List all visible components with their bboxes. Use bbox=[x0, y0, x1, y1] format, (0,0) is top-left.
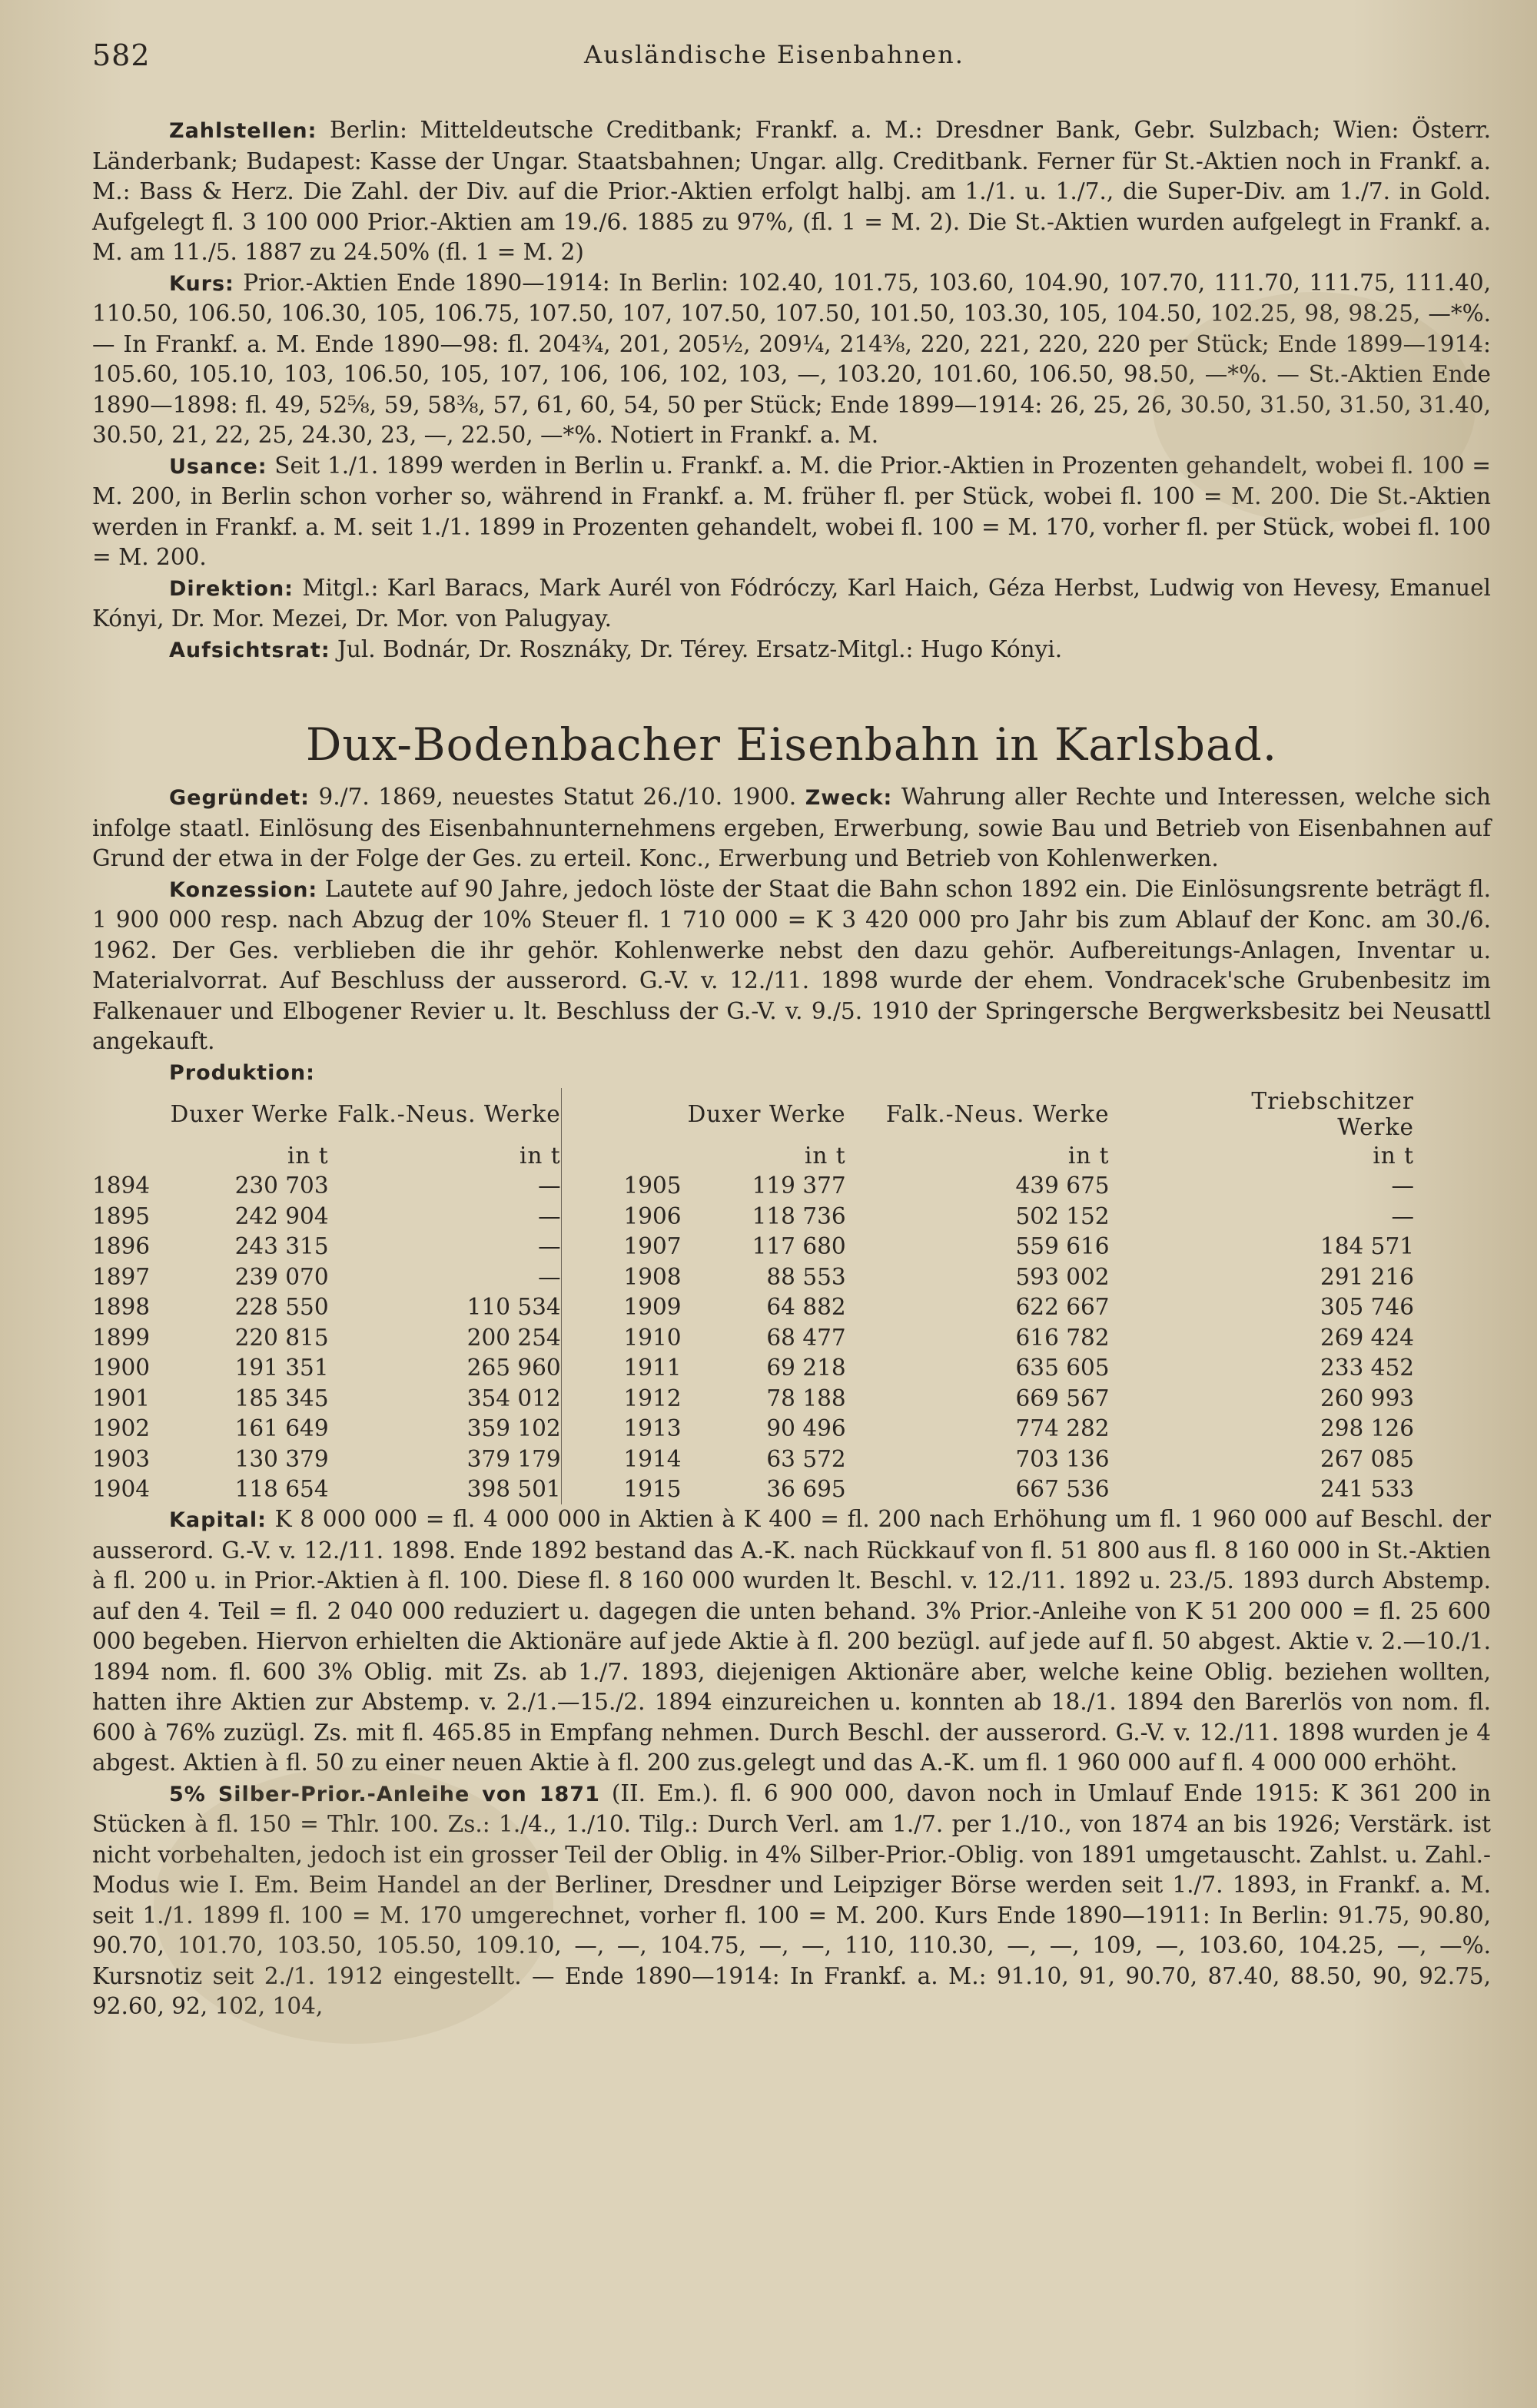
running-head: Ausländische Eisenbahnen. bbox=[584, 40, 964, 69]
zahlstellen-label: Zahlstellen: bbox=[169, 119, 317, 143]
table-cell-y2: 1909 bbox=[561, 1292, 681, 1323]
unit-label: in t bbox=[520, 1142, 561, 1169]
table-cell-d2: 36 695 bbox=[766, 1476, 846, 1503]
header-trieb-line2: Werke bbox=[1337, 1114, 1414, 1140]
table-cell-y2: 1908 bbox=[561, 1262, 681, 1292]
table-cell-t2: 269 424 bbox=[1320, 1324, 1414, 1351]
table-cell-y2: 1914 bbox=[561, 1444, 681, 1474]
kapital-label: Kapital: bbox=[169, 1508, 267, 1532]
table-cell-t2: 305 746 bbox=[1320, 1294, 1414, 1321]
table-cell-f2: 559 616 bbox=[1015, 1233, 1110, 1260]
unit-label: in t bbox=[804, 1142, 846, 1169]
table-cell-d2: 117 680 bbox=[752, 1233, 846, 1260]
header-duxer-right: Duxer Werke bbox=[687, 1101, 846, 1127]
header-duxer-left: Duxer Werke bbox=[170, 1101, 329, 1127]
table-cell-y1: 1898 bbox=[92, 1294, 151, 1321]
table-cell-y1: 1901 bbox=[92, 1385, 151, 1411]
table-cell-d1: 118 654 bbox=[234, 1476, 329, 1503]
page-header bbox=[92, 0, 1491, 115]
table-cell-f2: 667 536 bbox=[1015, 1476, 1110, 1503]
table-row bbox=[92, 1201, 1445, 1232]
table-cell-t2: 241 533 bbox=[1320, 1476, 1414, 1503]
table-cell-d1: 191 351 bbox=[234, 1355, 329, 1381]
table-cell-f1: 265 960 bbox=[466, 1355, 561, 1381]
paper-stain bbox=[154, 1767, 553, 2044]
direktion-label: Direktion: bbox=[169, 576, 294, 601]
usance-text: Seit 1./1. 1899 werden in Berlin u. Frankf. a. M. die Prior.-Aktien in Prozenten gehandelt, wobei fl. 100 = M. 200, in Berlin schon vorher so, während in Frankf. a. M. früher fl. per Stück, wobei fl. 100 = M. 200. Die St.-Aktien werden in Frankf. a. M. seit 1./1. 1899 in Prozenten gehandelt, wobei fl. 100 = M. 170, vorher fl. per Stück, wobei fl. 100 = M. 200. bbox=[92, 452, 1491, 570]
table-cell-f2: 502 152 bbox=[1015, 1202, 1110, 1229]
table-cell-d2: 64 882 bbox=[766, 1294, 846, 1321]
kurs-label: Kurs: bbox=[169, 271, 234, 296]
zahlstellen-paragraph bbox=[92, 115, 1491, 268]
konzession-text: Lautete auf 90 Jahre, jedoch löste der Staat die Bahn schon 1892 ein. Die Einlösungsrente beträgt fl. 1 900 000 resp. nach Abzug der 10% Steuer fl. 1 710 000 = K 3 420 000 pro Jahr bis zum Ablauf der Konc. am 30./6. 1962. Der Ges. verblieben die ihr gehör. Kohlenwerke nebst den dazu gehör. Aufbereitungs-Anlagen, Inventar u. Materialvorrat. Auf Beschluss der ausserord. G.-V. v. 12./11. 1898 wurde der ehem. Vondracek'sche Grubenbesitz im Falkenauer und Elbogener Revier u. lt. Beschluss der G.-V. v. 9./5. 1910 der Springersche Bergwerksbesitz bei Neusattl angekauft. bbox=[92, 875, 1491, 1054]
header-falk-right: Falk.-Neus. Werke bbox=[885, 1101, 1110, 1127]
table-cell-d1: 228 550 bbox=[234, 1294, 329, 1321]
table-cell-d2: 119 377 bbox=[752, 1172, 846, 1199]
table-cell-y1: 1897 bbox=[92, 1263, 151, 1290]
table-cell-t2: 260 993 bbox=[1320, 1385, 1414, 1411]
table-cell-d1: 220 815 bbox=[234, 1324, 329, 1351]
header-trieb-line1: Triebschitzer bbox=[1251, 1088, 1414, 1114]
table-cell-y2: 1906 bbox=[561, 1201, 681, 1232]
table-cell-f1: 354 012 bbox=[466, 1385, 561, 1411]
table-row bbox=[92, 1262, 1445, 1292]
table-cell-f1: 398 501 bbox=[466, 1476, 561, 1503]
table-row bbox=[92, 1292, 1445, 1323]
table-cell-d1: 243 315 bbox=[234, 1233, 329, 1260]
table-header-row bbox=[92, 1088, 1445, 1140]
table-cell-y2: 1910 bbox=[561, 1322, 681, 1353]
gegruendet-label: Gegründet: bbox=[169, 786, 310, 810]
table-cell-d2: 63 572 bbox=[766, 1445, 846, 1472]
table-cell-y2: 1907 bbox=[561, 1232, 681, 1262]
table-cell-f1: — bbox=[538, 1172, 561, 1199]
header-triebschitzer bbox=[1110, 1088, 1445, 1140]
table-cell-d2: 68 477 bbox=[766, 1324, 846, 1351]
kapital-paragraph bbox=[92, 1504, 1491, 1779]
table-cell-f2: 774 282 bbox=[1015, 1415, 1110, 1442]
direktion-paragraph bbox=[92, 573, 1491, 635]
production-table bbox=[92, 1088, 1445, 1504]
table-cell-t2: 267 085 bbox=[1320, 1445, 1414, 1472]
table-row bbox=[92, 1414, 1445, 1444]
table-cell-f1: 359 102 bbox=[466, 1415, 561, 1442]
table-cell-f1: 110 534 bbox=[466, 1294, 561, 1321]
table-row bbox=[92, 1353, 1445, 1384]
table-row bbox=[92, 1474, 1445, 1505]
table-cell-t2: 184 571 bbox=[1320, 1233, 1414, 1260]
table-cell-d1: 239 070 bbox=[234, 1263, 329, 1290]
gegruendet-text: 9./7. 1869, neuestes Statut 26./10. 1900. bbox=[318, 784, 797, 810]
table-cell-d2: 90 496 bbox=[766, 1415, 846, 1442]
table-cell-f2: 622 667 bbox=[1015, 1294, 1110, 1321]
table-cell-y1: 1900 bbox=[92, 1355, 151, 1381]
produktion-label: Produktion: bbox=[169, 1060, 315, 1085]
table-cell-f1: — bbox=[538, 1202, 561, 1229]
table-row bbox=[92, 1444, 1445, 1474]
gegruendet-paragraph bbox=[92, 782, 1491, 874]
table-cell-t2: — bbox=[1391, 1202, 1414, 1229]
direktion-text: Mitgl.: Karl Baracs, Mark Aurél von Fódróczy, Karl Haich, Géza Herbst, Ludwig von Hevesy, Emanuel Kónyi, Dr. Mor. Mezei, Dr. Mor. von Palugyay. bbox=[92, 574, 1491, 632]
aufsichtsrat-text: Jul. Bodnár, Dr. Rosznáky, Dr. Térey. Ersatz-Mitgl.: Hugo Kónyi. bbox=[337, 635, 1063, 662]
table-cell-y1: 1903 bbox=[92, 1445, 151, 1472]
anleihe-text: (II. Em.). fl. 6 900 000, davon noch in Umlauf Ende 1915: K 361 200 in Stücken à fl. 150 = Thlr. 100. Zs.: 1./4., 1./10. Tilg.: Durch Verl. am 1./7. per 1./10., von 1874 an bis 1926; Verstärk. ist nicht vorbehalten, jedoch ist ein grosser Teil der Oblig. in 4% Silber-Prior.-Oblig. von 1891 umgetauscht. Zahlst. u. Zahl.-Modus wie I. Em. Beim Handel an der Berliner, Dresdner und Leipziger Börse werden seit 1./7. 1893, in Frankf. a. M. seit 1./1. 1899 fl. 100 = M. 170 umgerechnet, vorher fl. 100 = M. 200. Kurs Ende 1890—1911: In Berlin: 91.75, 90.80, 90.70, 101.70, 103.50, 105.50, 109.10, —, —, 104.75, —, —, 110, 110.30, —, —, 109, —, 103.60, 104.25, —, —%. Kursnotiz seit 2./1. 1912 eingestellt. — Ende 1890—1914: In Frankf. a. M.: 91.10, 91, 90.70, 87.40, 88.50, 90, 92.75, 92.60, 92, 102, 104, bbox=[92, 1779, 1491, 2019]
table-cell-f2: 593 002 bbox=[1015, 1263, 1110, 1290]
table-row bbox=[92, 1322, 1445, 1353]
table-cell-d1: 230 703 bbox=[234, 1172, 329, 1199]
table-cell-y1: 1895 bbox=[92, 1202, 151, 1229]
table-cell-y1: 1896 bbox=[92, 1233, 151, 1260]
table-cell-y1: 1904 bbox=[92, 1476, 151, 1503]
table-cell-t2: — bbox=[1391, 1172, 1414, 1199]
table-cell-y1: 1899 bbox=[92, 1324, 151, 1351]
table-cell-t2: 291 216 bbox=[1320, 1263, 1414, 1290]
table-cell-f2: 635 605 bbox=[1015, 1355, 1110, 1381]
header-falk-left: Falk.-Neus. Werke bbox=[337, 1101, 561, 1127]
zweck-label: Zweck: bbox=[805, 786, 893, 810]
table-cell-d2: 118 736 bbox=[752, 1202, 846, 1229]
produktion-heading bbox=[92, 1057, 1491, 1089]
table-row bbox=[92, 1232, 1445, 1262]
table-cell-d1: 161 649 bbox=[234, 1415, 329, 1442]
table-cell-f2: 439 675 bbox=[1015, 1172, 1110, 1199]
page-number: 582 bbox=[92, 38, 151, 72]
table-cell-f1: — bbox=[538, 1233, 561, 1260]
table-cell-f1: 379 179 bbox=[466, 1445, 561, 1472]
table-cell-f2: 703 136 bbox=[1015, 1445, 1110, 1472]
konzession-label: Konzession: bbox=[169, 877, 318, 902]
table-cell-d2: 78 188 bbox=[766, 1385, 846, 1411]
table-cell-d1: 242 904 bbox=[234, 1202, 329, 1229]
table-cell-y2: 1912 bbox=[561, 1383, 681, 1414]
table-cell-y2: 1915 bbox=[561, 1474, 681, 1505]
zahlstellen-text: Berlin: Mitteldeutsche Creditbank; Frankf. a. M.: Dresdner Bank, Gebr. Sulzbach; Wien: Österr. Länderbank; Budapest: Kasse der Ungar. Staatsbahnen; Ungar. allg. Creditbank. Ferner für St.-Aktien noch in Frankf. a. M.: Bass & Herz. Die Zahl. der Div. auf die Prior.-Aktien erfolgt halbj. am 1./1. u. 1./7., die Super-Div. am 1./7. in Gold. Aufgelegt fl. 3 100 000 Prior.-Aktien am 19./6. 1885 zu 97%, (fl. 1 = M. 2). Die St.-Aktien wurden aufgelegt in Frankf. a. M. am 11./5. 1887 zu 24.50% (fl. 1 = M. 2) bbox=[92, 117, 1491, 265]
table-cell-d2: 88 553 bbox=[766, 1263, 846, 1290]
unit-label: in t bbox=[287, 1142, 329, 1169]
anleihe-label: 5% Silber-Prior.-Anleihe von 1871 bbox=[169, 1782, 600, 1806]
table-cell-f1: — bbox=[538, 1263, 561, 1290]
table-cell-d2: 69 218 bbox=[766, 1355, 846, 1381]
usance-label: Usance: bbox=[169, 454, 267, 479]
kurs-text: Prior.-Aktien Ende 1890—1914: In Berlin: 102.40, 101.75, 103.60, 104.90, 107.70, 111.70, 111.75, 111.40, 110.50, 106.50, 106.30, 105, 106.75, 107.50, 107, 107.50, 107.50, 101.50, 103.30, 105, 104.50, 102.25, 98, 98.25, —*%. — In Frankf. a. M. Ende 1890—98: fl. 204¾, 201, 205½, 209¼, 214⅜, 220, 221, 220, 220 per Stück; Ende 1899—1914: 105.60, 105.10, 103, 106.50, 105, 107, 106, 106, 102, 103, —, 103.20, 101.60, 106.50, 98.50, —*%. — St.-Aktien Ende 1890—1898: fl. 49, 52⅝, 59, 58⅜, 57, 61, 60, 54, 50 per Stück; Ende 1899—1914: 26, 25, 26, 30.50, 31.50, 31.50, 31.40, 30.50, 21, 22, 25, 24.30, 23, —, 22.50, —*%. Notiert in Frankf. a. M. bbox=[92, 269, 1491, 448]
table-row bbox=[92, 1383, 1445, 1414]
aufsichtsrat-paragraph bbox=[92, 635, 1491, 666]
zweck-text: Wahrung aller Rechte und Interessen, welche sich infolge staatl. Einlösung des Eisenbahnunternehmens ergeben, Erwerbung, sowie Bau und Betrieb von Eisenbahnen auf Grund der etwa in der Folge der Ges. zu erteil. Konc., Erwerbung und Betrieb von Kohlenwerken. bbox=[92, 784, 1491, 871]
unit-label: in t bbox=[1373, 1142, 1414, 1169]
table-cell-y1: 1902 bbox=[92, 1415, 151, 1442]
table-cell-y2: 1905 bbox=[561, 1171, 681, 1202]
aufsichtsrat-label: Aufsichtsrat: bbox=[169, 638, 330, 662]
table-cell-t2: 298 126 bbox=[1320, 1415, 1414, 1442]
table-cell-f2: 669 567 bbox=[1015, 1385, 1110, 1411]
table-cell-f1: 200 254 bbox=[466, 1324, 561, 1351]
table-cell-d1: 130 379 bbox=[234, 1445, 329, 1472]
table-row bbox=[92, 1171, 1445, 1202]
table-cell-d1: 185 345 bbox=[234, 1385, 329, 1411]
unit-label: in t bbox=[1067, 1142, 1110, 1169]
section-title: Dux-Bodenbacher Eisenbahn in Karlsbad. bbox=[305, 718, 1278, 771]
table-cell-f2: 616 782 bbox=[1015, 1324, 1110, 1351]
table-unit-row bbox=[92, 1140, 1445, 1171]
paper-stain bbox=[1153, 292, 1476, 522]
table-cell-y1: 1894 bbox=[92, 1172, 151, 1199]
table-cell-y2: 1911 bbox=[561, 1353, 681, 1384]
table-cell-y2: 1913 bbox=[561, 1414, 681, 1444]
table-cell-t2: 233 452 bbox=[1320, 1355, 1414, 1381]
konzession-paragraph bbox=[92, 874, 1491, 1057]
kapital-text: K 8 000 000 = fl. 4 000 000 in Aktien à K 400 = fl. 200 nach Erhöhung um fl. 1 960 000 auf Beschl. der ausserord. G.-V. v. 12./11. 1898. Ende 1892 bestand das A.-K. nach Rückkauf von fl. 51 800 aus fl. 8 160 000 in St.-Aktien à fl. 200 u. in Prior.-Aktien à fl. 100. Diese fl. 8 160 000 wurden lt. Beschl. v. 12./11. 1892 u. 23./5. 1893 durch Abstemp. auf den 4. Teil = fl. 2 040 000 reduziert u. dagegen die unten behand. 3% Prior.-Anleihe von K 51 200 000 = fl. 25 600 000 begeben. Hiervon erhielten die Aktionäre auf jede Aktie à fl. 200 bezügl. auf jede auf fl. 50 abgest. Aktie v. 2.—10./1. 1894 nom. fl. 600 3% Oblig. mit Zs. ab 1./7. 1893, diejenigen Aktionäre aber, welche keine Oblig. beziehen wollten, hatten ihre Aktien zur Abstemp. v. 2./1.—15./2. 1894 einzureichen u. konnten ab 18./1. 1894 den Barerlös von nom. fl. 600 à 76% zuzügl. Zs. mit fl. 465.85 in Empfang nehmen. Durch Beschl. der ausserord. G.-V. v. 12./11. 1898 wurden je 4 abgest. Aktien à fl. 50 zu einer neuen Aktie à fl. 200 zus.gelegt und das A.-K. um fl. 1 960 000 auf fl. 4 000 000 erhöht. bbox=[92, 1506, 1491, 1776]
